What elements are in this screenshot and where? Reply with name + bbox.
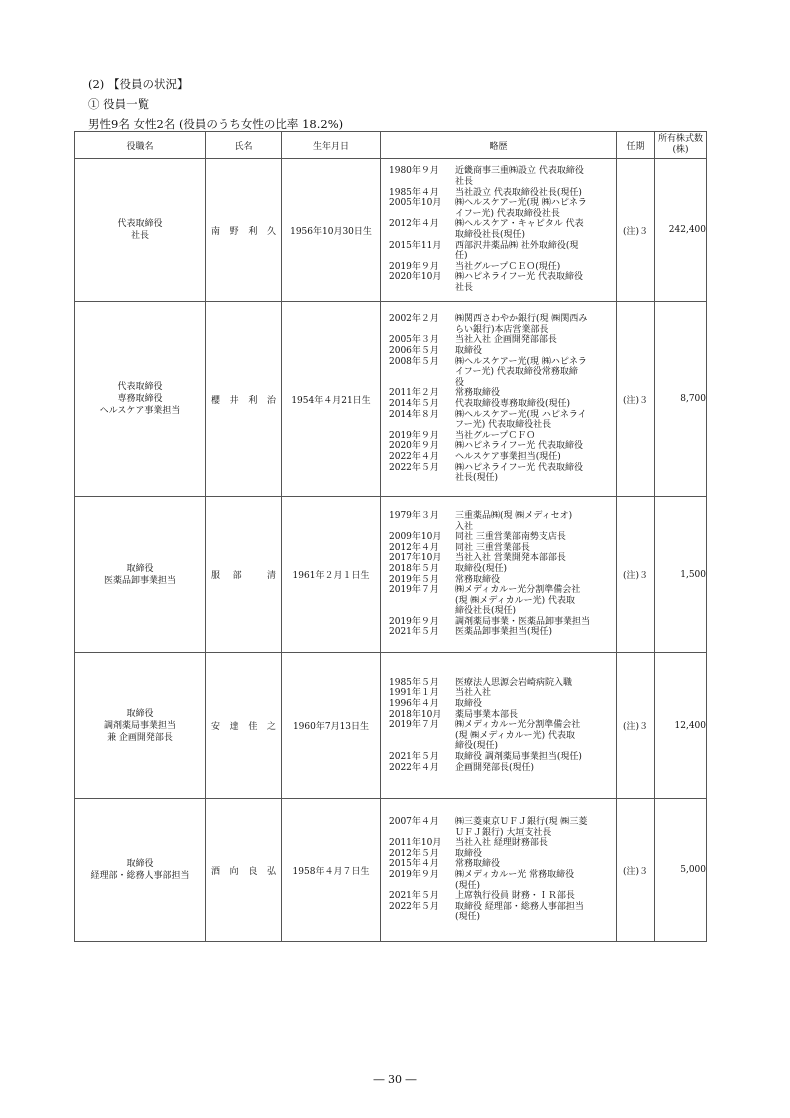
history-text: 医療法人思源会岩崎病院入職	[455, 677, 573, 688]
history-text: 当社入社	[455, 688, 492, 699]
history-entry	[381, 532, 616, 543]
officer-shares: 242,400	[655, 159, 707, 302]
officer-name-char: 清	[266, 571, 276, 581]
history-text: 当社グループＣＦＯ	[455, 430, 536, 441]
officer-history	[381, 302, 617, 497]
history-date: 2021年５月	[389, 751, 439, 762]
history-list	[381, 313, 616, 485]
history-text: ㈱メディカルー光 常務取締役 (現任)	[455, 870, 575, 891]
history-text: 医薬品卸事業担当(現任)	[455, 627, 553, 638]
history-text: 西部沢井薬品㈱ 社外取締役(現 任)	[455, 240, 579, 262]
history-entry	[381, 188, 616, 199]
header-birth: 生年月日	[282, 132, 381, 159]
history-text: 当社入社 企画開発部部長	[455, 335, 557, 346]
page-number: ― 30 ―	[373, 1073, 417, 1086]
officer-shares: 8,700	[655, 302, 707, 497]
history-entry	[381, 335, 616, 346]
officer-name-char: 野	[229, 226, 239, 237]
history-date: 2006年５月	[389, 346, 439, 357]
history-text: ヘルスケア事業担当(現任)	[455, 451, 561, 462]
history-entry	[381, 553, 616, 564]
history-entry	[381, 564, 616, 575]
history-date: 2012年４月	[389, 219, 439, 230]
officer-name-char: 酒	[211, 866, 221, 877]
history-text: ㈱ハピネライフー光 代表取締役 社長	[455, 272, 584, 293]
officer-name-char: 櫻	[211, 395, 221, 406]
history-entry	[381, 441, 616, 452]
officer-birth-date: 1961年２月１日生	[282, 497, 381, 653]
officer-name	[206, 393, 281, 406]
history-entry	[381, 902, 616, 923]
officer-name-char: 之	[266, 722, 276, 732]
history-entry	[381, 752, 616, 763]
history-entry	[381, 272, 616, 293]
officer-history	[381, 653, 617, 799]
history-text: 取締役 経理部・総務人事部担当 (現任)	[455, 901, 584, 923]
history-text: ㈱メディカルー光分割準備会社 (現 ㈱メディカルー光) 代表取 締役社長(現任)	[455, 585, 581, 617]
history-text: 常務取締役	[455, 388, 501, 399]
officer-shares: 12,400	[655, 653, 707, 799]
history-text: 常務取締役	[455, 574, 501, 585]
history-text: 代表取締役専務取締役(現任)	[455, 399, 571, 409]
history-entry	[381, 859, 616, 870]
header-shares: 所有株式数 (株)	[655, 132, 707, 159]
officer-shares: 5,000	[655, 799, 707, 942]
history-entry	[381, 314, 616, 335]
history-date: 2020年10月	[389, 272, 442, 283]
history-date: 2005年10月	[389, 198, 442, 209]
officer-term: (注)３	[617, 653, 655, 799]
history-date: 2019年７月	[389, 585, 439, 596]
history-date: 1985年５月	[389, 677, 439, 688]
header-title: 役職名	[75, 132, 206, 159]
history-date: 2019年９月	[389, 430, 439, 441]
officer-title: 代表取締役 専務取締役 ヘルスケア事業担当	[75, 302, 206, 497]
history-date: 2015年11月	[389, 240, 442, 251]
history-date: 2019年９月	[389, 870, 439, 880]
history-date: 2005年３月	[389, 335, 439, 346]
history-text: 取締役 調剤薬局事業担当(現任)	[455, 751, 582, 762]
history-date: 2014年５月	[389, 399, 439, 409]
officer-row	[75, 497, 707, 653]
officer-name-cell	[206, 159, 282, 302]
history-entry	[381, 849, 616, 860]
history-entry	[381, 346, 616, 357]
section-title: (2) 【役員の状況】	[88, 77, 189, 91]
officer-name-char: 利	[248, 395, 258, 406]
history-date: 2019年９月	[389, 261, 439, 272]
history-date: 2021年５月	[389, 627, 439, 638]
history-date: 2021年５月	[389, 891, 439, 902]
officer-title: 取締役 医薬品卸事業担当	[75, 497, 206, 653]
history-entry	[381, 463, 616, 484]
officer-name-char: 服	[211, 571, 221, 581]
history-text: 同社 三重営業部南勢支店長	[455, 532, 566, 543]
history-date: 2019年７月	[389, 720, 439, 731]
history-date: 1996年４月	[389, 699, 439, 710]
history-entry	[381, 678, 616, 689]
officer-name	[206, 719, 281, 732]
history-date: 2019年５月	[389, 574, 439, 585]
officer-name-char: 佳	[248, 722, 258, 732]
subsection-title: ① 役員一覧	[88, 97, 150, 111]
history-entry	[381, 575, 616, 586]
history-text: 取締役	[455, 346, 483, 357]
history-date: 2020年９月	[389, 441, 439, 452]
history-entry	[381, 511, 616, 532]
history-text: ㈱ヘルスケアー光(現 ハピネライ フー光) 代表取締役社長	[455, 409, 587, 431]
history-date: 1980年９月	[389, 166, 439, 177]
officer-name-char: 南	[211, 226, 221, 237]
history-text: 同社 三重営業部長	[455, 542, 530, 553]
history-entry	[381, 543, 616, 554]
history-entry	[381, 627, 616, 638]
history-date: 2022年４月	[389, 451, 439, 462]
history-text: 当社設立 代表取締役社長(現任)	[455, 187, 582, 198]
history-date: 1991年１月	[389, 688, 439, 699]
history-entry	[381, 198, 616, 219]
history-date: 1985年４月	[389, 187, 439, 198]
history-date: 2008年５月	[389, 356, 439, 367]
history-text: ㈱ヘルスケアー光(現 ㈱ハピネラ イフー光) 代表取締役社長	[455, 198, 587, 219]
officer-history	[381, 159, 617, 302]
history-text: ㈱関西さわやか銀行(現 ㈱関西み らい銀行)本店営業部長	[455, 314, 588, 335]
officer-term: (注)３	[617, 799, 655, 942]
history-entry	[381, 431, 616, 442]
officer-history	[381, 497, 617, 653]
officer-row	[75, 302, 707, 497]
history-text: ㈱三菱東京ＵＦＪ銀行(現 ㈱三菱 ＵＦＪ銀行) 大垣支社長	[455, 817, 588, 838]
history-date: 2017年10月	[389, 553, 442, 564]
history-date: 2011年２月	[389, 388, 439, 399]
history-date: 2015年４月	[389, 859, 439, 870]
officer-name-char: 達	[229, 722, 239, 732]
history-text: ㈱メディカルー光分割準備会社 (現 ㈱メディカルー光) 代表取 締役(現任)	[455, 720, 581, 752]
officer-name-char: 良	[248, 866, 258, 877]
officer-table	[74, 131, 707, 942]
history-entry	[381, 399, 616, 410]
history-entry	[381, 388, 616, 399]
history-date: 2022年５月	[389, 901, 439, 912]
header-history: 略歴	[381, 132, 617, 159]
officer-name-char: 久	[266, 226, 276, 237]
officer-name	[206, 864, 281, 877]
history-entry	[381, 241, 616, 262]
history-entry	[381, 720, 616, 752]
history-entry	[381, 763, 616, 774]
history-text: 薬局事業本部長	[455, 709, 519, 720]
officer-name-char: 利	[248, 226, 258, 237]
history-text: 取締役(現任)	[455, 563, 508, 574]
officer-term: (注)３	[617, 497, 655, 653]
officer-row	[75, 159, 707, 302]
history-date: 2018年５月	[389, 563, 439, 574]
officer-birth-date: 1954年４月21日生	[282, 302, 381, 497]
history-entry	[381, 891, 616, 902]
history-date: 2014年８月	[389, 409, 439, 420]
history-text: 上席執行役員 財務・ＩＲ部長	[455, 891, 575, 902]
history-entry	[381, 710, 616, 721]
history-list	[381, 816, 616, 924]
officer-name	[206, 568, 281, 581]
table-header-row	[75, 132, 707, 159]
history-date: 2011年10月	[389, 838, 442, 849]
officer-term: (注)３	[617, 159, 655, 302]
history-date: 2018年10月	[389, 709, 442, 720]
officer-title: 取締役 調剤薬局事業担当 兼 企画開発部長	[75, 653, 206, 799]
officer-name-cell	[206, 302, 282, 497]
history-entry	[381, 617, 616, 628]
history-date: 2022年５月	[389, 462, 439, 473]
history-entry	[381, 219, 616, 240]
history-text: 近畿商事三重㈱設立 代表取締役 社長	[455, 166, 584, 188]
officer-term: (注)３	[617, 302, 655, 497]
officer-name-char: 弘	[266, 866, 276, 877]
history-entry	[381, 688, 616, 699]
history-date: 2002年２月	[389, 314, 439, 325]
officer-title: 代表取締役 社長	[75, 159, 206, 302]
history-entry	[381, 838, 616, 849]
history-text: 三重薬品㈱(現 ㈱メディセオ) 入社	[455, 510, 573, 532]
history-list	[381, 165, 616, 294]
history-text: 取締役	[455, 848, 483, 859]
officer-name-char: 向	[229, 866, 239, 877]
header-term: 任期	[617, 132, 655, 159]
history-text: ㈱ハピネライフー光 代表取締役 社長(現任)	[455, 462, 584, 484]
history-text: ㈱ヘルスケア・キャピタル 代表 取締役社長(現任)	[455, 219, 584, 240]
officer-name-char: 安	[211, 722, 221, 732]
history-date: 2012年４月	[389, 542, 439, 553]
officer-name-char: 井	[229, 395, 239, 406]
officer-name-cell	[206, 497, 282, 653]
header-name: 氏名	[206, 132, 282, 159]
officer-history	[381, 799, 617, 942]
officer-name-cell	[206, 653, 282, 799]
history-entry	[381, 452, 616, 463]
history-text: 調剤薬局事業・医薬品卸事業担当	[455, 616, 591, 627]
history-date: 2007年４月	[389, 817, 439, 828]
history-text: 当社入社 経理財務部長	[455, 838, 548, 849]
history-text: ㈱ハピネライフー光 代表取締役	[455, 441, 584, 452]
history-list	[381, 510, 616, 639]
officer-row	[75, 653, 707, 799]
officer-birth-date: 1960年7月13日生	[282, 653, 381, 799]
history-text: ㈱ヘルスケアー光(現 ㈱ハピネラ イフー光) 代表取締役常務取締 役	[455, 356, 587, 388]
history-text: 企画開発部長(現任)	[455, 762, 535, 773]
officer-name-cell	[206, 799, 282, 942]
officer-name-char: 治	[266, 395, 276, 406]
history-text: 当社入社 営業開発本部部長	[455, 553, 566, 564]
history-text: 当社グループＣＥＯ(現任)	[455, 261, 561, 272]
history-entry	[381, 262, 616, 273]
history-text: 常務取締役	[455, 859, 501, 870]
officer-name	[206, 224, 281, 237]
history-date: 2009年10月	[389, 532, 442, 543]
officer-name-char: 部	[232, 571, 242, 581]
history-date: 2022年４月	[389, 762, 439, 773]
officer-birth-date: 1956年10月30日生	[282, 159, 381, 302]
history-list	[381, 677, 616, 774]
gender-summary: 男性9名 女性2名 (役員のうち女性の比率 18.2%)	[88, 117, 344, 131]
history-entry	[381, 410, 616, 431]
history-date: 1979年３月	[389, 510, 439, 521]
history-entry	[381, 357, 616, 389]
officer-birth-date: 1958年４月７日生	[282, 799, 381, 942]
history-entry	[381, 870, 616, 891]
history-entry	[381, 166, 616, 187]
officer-shares: 1,500	[655, 497, 707, 653]
officer-title: 取締役 経理部・総務人事部担当	[75, 799, 206, 942]
history-entry	[381, 817, 616, 838]
history-date: 2012年５月	[389, 848, 439, 859]
history-text: 取締役	[455, 699, 483, 710]
history-date: 2019年９月	[389, 616, 439, 627]
history-entry	[381, 585, 616, 617]
officer-row	[75, 799, 707, 942]
history-entry	[381, 699, 616, 710]
